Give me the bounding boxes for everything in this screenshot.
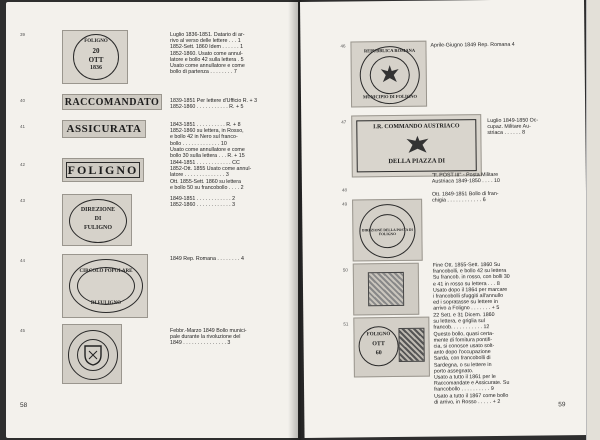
entry-number: 42	[20, 162, 26, 167]
entry-description: 1849-1851 . . . . . . . . . . . . 2 1852-1860 . . . . . . . . . . . . 3	[170, 196, 236, 209]
postmark-text: OTT	[88, 56, 104, 64]
entry-description: "F. POST III" - Posta Militare Austriaca 1849-1850 . . . . 10 Ott. 1849-1851 Bollo di fran- chigia . . . . . . . . . . . . 6	[431, 171, 500, 204]
double-eagle-icon	[404, 134, 430, 156]
postmark-image	[353, 317, 430, 378]
entry-description: 1844-1851 . . . . . . . . . . . . CC 1852-Ott. 1855 Usato come annul- latore . . . . . . . . . . . . . . 3 Ott. 1855-Sett. 1860 su lettera e bollo 50 su francobollo . . . . 2	[170, 160, 252, 191]
entry-description: Aprile-Giugno 1849 Rep. Romana 4	[430, 41, 515, 49]
postmark-image	[350, 41, 427, 108]
page-number: 58	[20, 402, 28, 409]
postmark-text: I.R. COMMANDO AUSTRIACO	[373, 123, 460, 131]
postmark-image	[353, 263, 420, 316]
page-number: 59	[558, 401, 566, 409]
page-edge	[586, 0, 600, 440]
postmark-text: FOLIGNO	[84, 39, 108, 44]
entry-description: Luglio 1836-1851. Datario di ar- rivo al verso delle lettere . . . 1 1852-Sett. 1860 Idem . . . . . . 1 1852-1860. Usato come annul- latore e bollo 42 sulla lettera . 5 Usato come annullatore e come bollo di partenza . . . . . . . . 7	[170, 32, 245, 76]
postmark-text: DI	[94, 216, 102, 222]
entry-description: 1843-1851 . . . . . . . . . . R. + 8 1852-1860 su lettera, in Rosso, e bollo 42 in Nero sul franco- bollo . . . . . . . . . . . . . 10 Usato come annullatore e come bollo 30 sulla lettera . . . R. + 15	[170, 122, 245, 160]
postmark-text: DELLA PIAZZA DI	[388, 157, 446, 166]
postmark-text: RACCOMANDATO	[64, 97, 160, 108]
postmark-image	[62, 30, 128, 84]
entry-number: 51	[343, 321, 349, 327]
postmark-text: CIRCOLO POPOLARE	[79, 269, 133, 274]
postmark-text: FULIGNO	[83, 225, 112, 231]
postmark-text: FOLIGNO	[366, 332, 391, 338]
postmark-image	[62, 254, 148, 318]
entry-number: 46	[340, 43, 346, 49]
postmark-text: 20	[92, 47, 100, 55]
postmark-image	[62, 324, 122, 384]
postmark-image	[352, 199, 423, 262]
entry-description: Fine Ott. 1855-Sett. 1860 Su francobolli, e bollo 42 su lettera Su francob. in rosso, con bolli 30 e 41 in rosso su lettera . . . 8 Usato dopo il 1864 per marcare i francobolli sfuggiti all'annullo ed i sopratasse su lettere in arrivo a Foligno . . . . . . . + 5	[432, 261, 510, 313]
entry-description: 1849 Rep. Romana . . . . . . . . 4	[170, 256, 244, 262]
coat-of-arms-icon	[81, 343, 105, 367]
entry-description: Febbr.-Marzo 1849 Bollo munici- pale durante la rivoluzione del 1849 . . . . . . . . . . . . . . . 3	[170, 328, 247, 347]
entry-description: Luglio 1849-1850 Oc- cupaz. Militare Au- striaca . . . . . . 8	[487, 117, 539, 137]
postmark-image	[62, 158, 144, 182]
left-page	[6, 2, 298, 438]
postmark-text: 1836	[90, 65, 102, 71]
postmark-text: MUNICIPIO DI FOLIGNO	[362, 93, 418, 100]
postmark-text: ASSICURATA	[66, 123, 142, 135]
entry-number: 41	[20, 124, 26, 129]
postmark-text: 60	[375, 350, 382, 357]
entry-description: 22 Sett. e 31 Dicem. 1860 su lettera, e griglia sul francob. . . . . . . . . . . 12 Questo bollo, quasi certa- mente di fornitura pontifi- cia, si conosce usato solt- anto dopo l'occupazione Sarda, con francobolli di Sardegna, o su lettere in porto assegnato. Usato a tutto il 1861 per le Raccomandate e Assicurate. Su francobollo . . . . . . . . . . 9 Usato a tutto il 1867 come bollo di arrivo, in Rosso . . . . . + 2	[433, 311, 510, 406]
postmark-text: FOLIGNO	[67, 163, 139, 177]
entry-number: 50	[342, 267, 348, 273]
postmark-text: OTT	[372, 341, 385, 348]
postmark-text: DIREZIONE DELLA POSTA DI FOLIGNO	[361, 227, 413, 237]
entry-number: 45	[20, 328, 26, 333]
right-page	[300, 0, 589, 438]
postmark-image	[62, 194, 132, 246]
postmark-image	[62, 120, 146, 138]
entry-description: 1839-1851 Per lettere d'Ufficio R. + 3 1852-1860 . . . . . . . . . . . R. + 5	[170, 98, 258, 111]
postmark-text: REPUBBLICA ROMANA	[363, 47, 416, 54]
entry-number: 49	[342, 201, 348, 207]
entry-number: 43	[20, 198, 26, 203]
postmark-image	[62, 94, 162, 110]
postmark-image	[351, 114, 482, 177]
postmark-text: DIREZIONE	[80, 207, 116, 213]
eagle-icon	[378, 62, 402, 86]
entry-number: 44	[20, 258, 26, 263]
entry-number: 40	[20, 98, 26, 103]
postmark-text: DI FULIGNO	[90, 301, 122, 306]
entry-number: 39	[20, 32, 26, 37]
entry-number: 48	[341, 187, 348, 193]
entry-number: 47	[341, 119, 347, 125]
